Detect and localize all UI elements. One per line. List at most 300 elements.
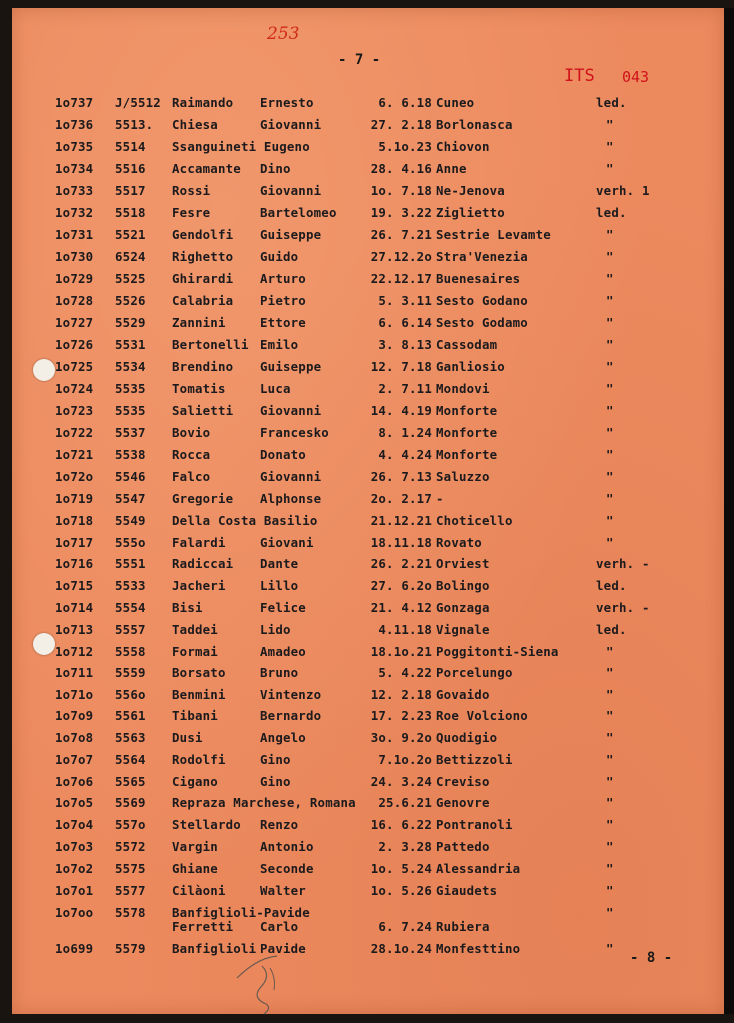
birth-place: Monforte (436, 425, 498, 440)
birth-place: Ganliosio (436, 359, 505, 374)
table-row (12, 578, 724, 596)
first-name: Bernardo (260, 708, 322, 723)
first-name: Dante (260, 556, 299, 571)
record-number: 5535 (115, 403, 146, 418)
record-id: 1o721 (55, 447, 94, 462)
first-name: Pietro (260, 293, 306, 308)
birth-place: Chiovon (436, 139, 490, 154)
birth-date: 21.12.21 (370, 513, 432, 528)
birth-place: Creviso (436, 774, 490, 789)
record-id: 1o7oo (55, 905, 94, 920)
birth-date: 25.6.21 (378, 795, 432, 810)
birth-place: Rubiera (436, 919, 490, 934)
record-id: 1o737 (55, 95, 94, 110)
birth-place: Bettizzoli (436, 752, 513, 767)
status: " (606, 337, 614, 352)
first-name: Francesko (260, 425, 329, 440)
last-name: Bertonelli (172, 337, 249, 352)
pencil-mark (232, 948, 302, 1018)
record-id: 1o717 (55, 535, 94, 550)
record-id: 1o722 (55, 425, 94, 440)
birth-date: 22.12.17 (370, 271, 432, 286)
first-name: Guiseppe (260, 359, 322, 374)
record-number: 5521 (115, 227, 146, 242)
record-number: 5578 (115, 905, 146, 920)
table-row (12, 774, 724, 792)
first-name: Guiseppe (260, 227, 322, 242)
birth-place: Monforte (436, 403, 498, 418)
last-name: Tibani (172, 708, 218, 723)
birth-place: Govaido (436, 687, 490, 702)
status: " (606, 795, 614, 810)
status: " (606, 535, 614, 550)
status: " (606, 861, 614, 876)
first-name: Renzo (260, 817, 299, 832)
first-name: Giovanni (260, 117, 322, 132)
birth-place: Bolingo (436, 578, 490, 593)
birth-date: 26. 7.13 (370, 469, 432, 484)
status: " (606, 687, 614, 702)
record-number: 555o (115, 535, 146, 550)
birth-date: 26. 2.21 (370, 556, 432, 571)
record-number: 5559 (115, 665, 146, 680)
record-id: 1o732 (55, 205, 94, 220)
status: " (606, 403, 614, 418)
table-row (12, 817, 724, 835)
birth-date: 18.11.18 (370, 535, 432, 550)
record-number: 5517 (115, 183, 146, 198)
status: verh. - (596, 556, 650, 571)
status: " (606, 752, 614, 767)
table-row (12, 644, 724, 662)
last-name: Ferretti (172, 919, 234, 934)
status: " (606, 817, 614, 832)
status: " (606, 293, 614, 308)
birth-date: 2o. 2.17 (370, 491, 432, 506)
birth-date: 6. 6.18 (378, 95, 432, 110)
record-number: 5557 (115, 622, 146, 637)
scan-edge (724, 8, 734, 1014)
record-id: 1o730 (55, 249, 94, 264)
last-name: Radiccai (172, 556, 234, 571)
status: " (606, 117, 614, 132)
status: " (606, 447, 614, 462)
table-row (12, 556, 724, 574)
first-name: Angelo (260, 730, 306, 745)
record-number: 5549 (115, 513, 146, 528)
record-number: 5514 (115, 139, 146, 154)
last-name: Banfiglioli (172, 941, 257, 956)
status: " (606, 839, 614, 854)
status: " (606, 708, 614, 723)
birth-date: 21. 4.12 (370, 600, 432, 615)
table-row (12, 315, 724, 333)
birth-date: 28. 4.16 (370, 161, 432, 176)
birth-date: 6. 6.14 (378, 315, 432, 330)
last-name: Brendino (172, 359, 234, 374)
status: " (606, 249, 614, 264)
record-id: 1o714 (55, 600, 94, 615)
first-name: Bruno (260, 665, 299, 680)
record-id: 1o718 (55, 513, 94, 528)
first-name: Walter (260, 883, 306, 898)
its-stamp-number: 043 (622, 68, 650, 86)
birth-place: Pattedo (436, 839, 490, 854)
table-row (12, 795, 724, 813)
status: " (606, 161, 614, 176)
record-number: 5577 (115, 883, 146, 898)
birth-date: 1o. 7.18 (370, 183, 432, 198)
status: led. (596, 622, 627, 637)
birth-date: 24. 3.24 (370, 774, 432, 789)
first-name: Giovanni (260, 469, 322, 484)
birth-place: Gonzaga (436, 600, 490, 615)
birth-place: Orviest (436, 556, 490, 571)
birth-date: 4.11.18 (378, 622, 432, 637)
status: " (606, 359, 614, 374)
last-name: Stellardo (172, 817, 241, 832)
table-row (12, 491, 724, 509)
record-id: 1o729 (55, 271, 94, 286)
record-id: 1o7o8 (55, 730, 94, 745)
first-name: Seconde (260, 861, 314, 876)
birth-date: 4. 4.24 (378, 447, 432, 462)
record-number: 5538 (115, 447, 146, 462)
record-id: 1o7o1 (55, 883, 94, 898)
first-name: Ettore (260, 315, 306, 330)
birth-place: Monfesttino (436, 941, 521, 956)
last-name: Accamante (172, 161, 241, 176)
status: " (606, 774, 614, 789)
first-name: Donato (260, 447, 306, 462)
record-id: 1o715 (55, 578, 94, 593)
record-id: 1o727 (55, 315, 94, 330)
status: " (606, 469, 614, 484)
birth-place: Cassodam (436, 337, 498, 352)
record-id: 1o7o5 (55, 795, 94, 810)
birth-date: 27. 2.18 (370, 117, 432, 132)
birth-date: 1o. 5.26 (370, 883, 432, 898)
birth-place: Choticello (436, 513, 513, 528)
status: verh. 1 (596, 183, 650, 198)
status: " (606, 425, 614, 440)
status: verh. - (596, 600, 650, 615)
table-row (12, 161, 724, 179)
last-name: Rocca (172, 447, 211, 462)
birth-place: Borlonasca (436, 117, 513, 132)
table-row (12, 205, 724, 223)
status: " (606, 941, 614, 956)
status: led. (596, 205, 627, 220)
last-name: Falco (172, 469, 211, 484)
record-number: 5529 (115, 315, 146, 330)
last-name: Ssanguineti Eugeno (172, 139, 310, 154)
status: " (606, 491, 614, 506)
last-name: Della Costa Basilio (172, 513, 318, 528)
status: led. (596, 578, 627, 593)
record-id: 1o7o3 (55, 839, 94, 854)
status: " (606, 905, 614, 920)
first-name: Gino (260, 752, 291, 767)
birth-date: 6. 7.24 (378, 919, 432, 934)
birth-date: 27. 6.2o (370, 578, 432, 593)
table-row (12, 381, 724, 399)
table-row (12, 139, 724, 157)
record-number: 5535 (115, 381, 146, 396)
birth-date: 5. 3.11 (378, 293, 432, 308)
record-id: 1o724 (55, 381, 94, 396)
birth-place: Mondovi (436, 381, 490, 396)
table-row (12, 403, 724, 421)
last-name: Chiesa (172, 117, 218, 132)
record-number: 5537 (115, 425, 146, 440)
last-name: Vargin (172, 839, 218, 854)
first-name: Emilo (260, 337, 299, 352)
table-row (12, 513, 724, 531)
table-row (12, 665, 724, 683)
record-number: 5579 (115, 941, 146, 956)
last-name: Bisi (172, 600, 203, 615)
birth-place: Ziglietto (436, 205, 505, 220)
record-number: 5534 (115, 359, 146, 374)
record-number: 5561 (115, 708, 146, 723)
handwritten-page-number: 253 (267, 24, 300, 44)
table-row (12, 861, 724, 879)
last-name: Fesre (172, 205, 211, 220)
last-name: Formai (172, 644, 218, 659)
record-number: 5531 (115, 337, 146, 352)
birth-place: Buenesaires (436, 271, 521, 286)
table-row (12, 752, 724, 770)
birth-place: Quodigio (436, 730, 498, 745)
first-name: Luca (260, 381, 291, 396)
first-name: Alphonse (260, 491, 322, 506)
record-id: 1o7o7 (55, 752, 94, 767)
birth-place: Pontranoli (436, 817, 513, 832)
status: " (606, 227, 614, 242)
table-row (12, 730, 724, 748)
last-name: Calabria (172, 293, 234, 308)
birth-place: Vignale (436, 622, 490, 637)
birth-date: 2. 3.28 (378, 839, 432, 854)
table-row (12, 919, 724, 937)
birth-date: 5. 4.22 (378, 665, 432, 680)
birth-place: Monforte (436, 447, 498, 462)
record-number: 5569 (115, 795, 146, 810)
table-row (12, 271, 724, 289)
table-row (12, 535, 724, 553)
last-name: Ghiane (172, 861, 218, 876)
birth-place: Saluzzo (436, 469, 490, 484)
birth-place: - (436, 491, 444, 506)
record-number: 5575 (115, 861, 146, 876)
status: " (606, 730, 614, 745)
last-name: Raimando (172, 95, 234, 110)
first-name: Bartelomeo (260, 205, 337, 220)
birth-date: 8. 1.24 (378, 425, 432, 440)
last-name: Zannini (172, 315, 226, 330)
birth-place: Sestrie Levamte (436, 227, 551, 242)
record-number: 5513. (115, 117, 154, 132)
first-name: Arturo (260, 271, 306, 286)
last-name: Borsato (172, 665, 226, 680)
first-name: Pavide (260, 941, 306, 956)
first-name: Carlo (260, 919, 299, 934)
first-name: Dino (260, 161, 291, 176)
record-number: 5551 (115, 556, 146, 571)
last-name: Rodolfi (172, 752, 226, 767)
birth-place: Anne (436, 161, 467, 176)
last-name: Rossi (172, 183, 211, 198)
first-name: Gino (260, 774, 291, 789)
birth-place: Cuneo (436, 95, 475, 110)
birth-date: 12. 7.18 (370, 359, 432, 374)
table-row (12, 469, 724, 487)
record-number: 5558 (115, 644, 146, 659)
table-row (12, 337, 724, 355)
birth-place: Giaudets (436, 883, 498, 898)
record-id: 1o723 (55, 403, 94, 418)
last-name: Falardi (172, 535, 226, 550)
record-number: 5518 (115, 205, 146, 220)
last-name: Salietti (172, 403, 234, 418)
last-name: Taddei (172, 622, 218, 637)
record-id: 1o735 (55, 139, 94, 154)
birth-date: 28.1o.24 (370, 941, 432, 956)
table-row (12, 117, 724, 135)
document-page (12, 8, 724, 1014)
status: " (606, 644, 614, 659)
table-row (12, 708, 724, 726)
birth-place: Alessandria (436, 861, 521, 876)
next-page-label: - 8 - (630, 950, 673, 966)
table-row (12, 941, 724, 959)
record-number: 5525 (115, 271, 146, 286)
record-number: 5547 (115, 491, 146, 506)
status: " (606, 665, 614, 680)
record-id: 1o726 (55, 337, 94, 352)
last-name: Cigano (172, 774, 218, 789)
record-id: 1o699 (55, 941, 94, 956)
table-row (12, 95, 724, 113)
birth-place: Porcelungo (436, 665, 513, 680)
last-name: Righetto (172, 249, 234, 264)
record-id: 1o71o (55, 687, 94, 702)
first-name: Vintenzo (260, 687, 322, 702)
table-row (12, 687, 724, 705)
last-name: Gregorie (172, 491, 234, 506)
birth-place: Sesto Godamo (436, 315, 528, 330)
birth-date: 5.1o.23 (378, 139, 432, 154)
status: " (606, 315, 614, 330)
birth-place: Genovre (436, 795, 490, 810)
birth-date: 19. 3.22 (370, 205, 432, 220)
punch-hole-top (33, 359, 55, 381)
last-name: Jacheri (172, 578, 226, 593)
table-row (12, 359, 724, 377)
record-id: 1o736 (55, 117, 94, 132)
last-name: Repraza Marchese, Romana (172, 795, 356, 810)
record-id: 1o728 (55, 293, 94, 308)
record-id: 1o719 (55, 491, 94, 506)
record-id: 1o7o2 (55, 861, 94, 876)
last-name: Benmini (172, 687, 226, 702)
birth-place: Rovato (436, 535, 482, 550)
status: " (606, 381, 614, 396)
punch-hole-bottom (33, 633, 55, 655)
record-id: 1o713 (55, 622, 94, 637)
birth-date: 7.1o.2o (378, 752, 432, 767)
birth-date: 2. 7.11 (378, 381, 432, 396)
page-label: - 7 - (338, 52, 381, 68)
record-id: 1o711 (55, 665, 94, 680)
record-id: 1o7o9 (55, 708, 94, 723)
first-name: Ernesto (260, 95, 314, 110)
birth-date: 17. 2.23 (370, 708, 432, 723)
first-name: Giovanni (260, 183, 322, 198)
record-id: 1o72o (55, 469, 94, 484)
first-name: Lillo (260, 578, 299, 593)
status: " (606, 883, 614, 898)
last-name: Ghirardi (172, 271, 234, 286)
first-name: Giovanni (260, 403, 322, 418)
last-name: Dusi (172, 730, 203, 745)
record-number: 5572 (115, 839, 146, 854)
its-stamp: ITS (564, 66, 595, 86)
record-number: 5565 (115, 774, 146, 789)
record-number: 5533 (115, 578, 146, 593)
record-id: 1o712 (55, 644, 94, 659)
birth-date: 27.12.2o (370, 249, 432, 264)
birth-date: 12. 2.18 (370, 687, 432, 702)
birth-place: Sesto Godano (436, 293, 528, 308)
table-row (12, 293, 724, 311)
record-id: 1o725 (55, 359, 94, 374)
last-name: Cilàoni (172, 883, 226, 898)
table-row (12, 249, 724, 267)
record-number: 5516 (115, 161, 146, 176)
birth-date: 16. 6.22 (370, 817, 432, 832)
status: " (606, 271, 614, 286)
table-row (12, 622, 724, 640)
record-id: 1o7o4 (55, 817, 94, 832)
record-id: 1o7o6 (55, 774, 94, 789)
birth-date: 26. 7.21 (370, 227, 432, 242)
first-name: Felice (260, 600, 306, 615)
record-id: 1o733 (55, 183, 94, 198)
first-name: Giovani (260, 535, 314, 550)
birth-date: 1o. 5.24 (370, 861, 432, 876)
last-name: Banfiglioli-Pavide (172, 905, 310, 920)
birth-place: Ne-Jenova (436, 183, 505, 198)
record-number: J/5512 (115, 95, 161, 110)
record-number: 5546 (115, 469, 146, 484)
table-row (12, 227, 724, 245)
birth-place: Poggitonti-Siena (436, 644, 559, 659)
birth-date: 3. 8.13 (378, 337, 432, 352)
record-id: 1o716 (55, 556, 94, 571)
birth-date: 3o. 9.2o (370, 730, 432, 745)
first-name: Antonio (260, 839, 314, 854)
birth-date: 18.1o.21 (370, 644, 432, 659)
table-row (12, 883, 724, 901)
last-name: Bovio (172, 425, 211, 440)
birth-date: 14. 4.19 (370, 403, 432, 418)
first-name: Lido (260, 622, 291, 637)
table-row (12, 839, 724, 857)
table-row (12, 425, 724, 443)
record-id: 1o734 (55, 161, 94, 176)
